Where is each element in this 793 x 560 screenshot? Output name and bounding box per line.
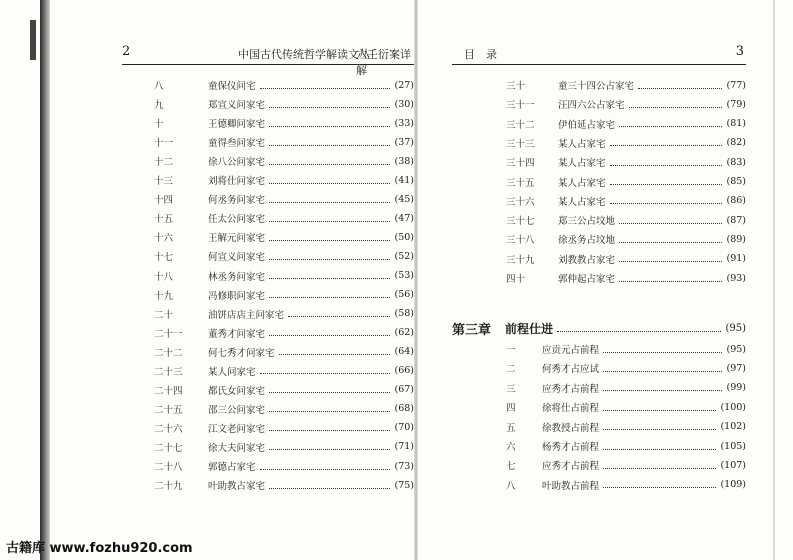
entry-leader-dots (269, 126, 390, 127)
chapter-leader-dots (557, 331, 721, 332)
entry-title: 林丞务问家宅 (208, 271, 266, 283)
entry-leader-dots (269, 221, 390, 222)
toc-entry (506, 115, 746, 133)
entry-leader-dots (619, 242, 722, 243)
entry-title: 某人占家宅 (558, 177, 606, 189)
toc-entry (506, 379, 746, 397)
entry-number: 十三 (154, 176, 174, 188)
toc-entry (154, 76, 414, 94)
entry-leader-dots (603, 487, 716, 488)
entry-page-ref: (100) (720, 401, 746, 413)
entry-page-ref: (86) (726, 195, 746, 207)
toc-entry (506, 192, 746, 210)
entry-title: 徐丞务占坟地 (558, 235, 616, 247)
entry-page-ref: (81) (726, 118, 746, 130)
entry-leader-dots (603, 390, 722, 391)
entry-title: 何秀才占应试 (542, 364, 600, 376)
entry-title: 叶助教占家宅 (208, 481, 266, 493)
entry-page-ref: (91) (726, 253, 746, 265)
right-page (420, 0, 765, 560)
entry-leader-dots (610, 165, 723, 166)
entry-number: 三十二 (506, 119, 535, 131)
entry-page-ref: (79) (726, 98, 746, 110)
entry-leader-dots (269, 145, 390, 146)
entry-title: 童得叁问家宅 (208, 138, 266, 150)
entry-page-ref: (30) (394, 98, 414, 110)
entry-page-ref: (71) (394, 441, 414, 453)
toc-entry (506, 250, 746, 268)
entry-leader-dots (619, 281, 722, 282)
entry-number: 九 (154, 100, 164, 112)
toc-entry (154, 419, 414, 437)
toc-entry (154, 171, 414, 189)
entry-leader-dots (619, 261, 722, 262)
entry-leader-dots (269, 164, 390, 165)
chapter-heading (452, 318, 746, 338)
entry-page-ref: (27) (394, 79, 414, 91)
toc-entry (154, 114, 414, 132)
entry-number: 四 (506, 403, 516, 415)
toc-entry (154, 457, 414, 475)
entry-number: 八 (154, 81, 164, 92)
entry-leader-dots (610, 203, 723, 204)
left-header (122, 44, 412, 77)
entry-page-ref: (66) (394, 365, 414, 377)
entry-page-ref: (41) (394, 174, 414, 186)
entry-number: 三十一 (506, 100, 535, 112)
entry-page-ref: (68) (394, 403, 414, 415)
entry-number: 八 (506, 480, 516, 492)
entry-page-ref: (52) (394, 250, 414, 262)
entry-page-ref: (64) (394, 346, 414, 358)
entry-title: 徐大夫问家宅 (208, 442, 266, 454)
right-header-title: 目 录 (464, 48, 497, 61)
entry-title: 徐八公问家宅 (208, 157, 266, 169)
entry-title: 童保仪问宅 (208, 81, 256, 92)
entry-number: 十八 (154, 271, 174, 283)
entry-title: 刘教教占家宅 (558, 254, 616, 266)
entry-number: 二十 (154, 309, 174, 321)
entry-title: 某人占家宅 (558, 138, 606, 150)
entry-title: 郑三公占坟地 (558, 216, 616, 228)
toc-entry (506, 211, 746, 229)
entry-page-ref: (75) (394, 479, 414, 491)
toc-entry (506, 456, 746, 474)
entry-number: 六 (506, 442, 516, 453)
toc-entry (154, 228, 414, 246)
entry-number: 三十八 (506, 235, 535, 247)
entry-page-ref: (53) (394, 270, 414, 281)
entry-leader-dots (603, 429, 716, 430)
entry-number: 二十五 (154, 404, 183, 416)
entry-page-ref: (47) (394, 212, 414, 224)
entry-number: 三十七 (506, 216, 535, 228)
entry-page-ref: (97) (726, 362, 746, 374)
entry-number: 十 (154, 119, 164, 131)
entry-leader-dots (610, 145, 723, 146)
entry-number: 三十四 (506, 158, 535, 170)
spine-mark (30, 20, 36, 60)
chapter-title: 前程仕进 (505, 321, 554, 336)
toc-entry (154, 247, 414, 265)
toc-entry (154, 286, 414, 304)
left-header-title: 中国古代传统哲学解读文丛 (238, 48, 370, 61)
entry-number: 三十五 (506, 177, 535, 189)
entry-page-ref: (83) (726, 156, 746, 168)
entry-page-ref: (85) (726, 176, 746, 187)
toc-entry (154, 343, 414, 361)
entry-title: 都氏女问家宅 (208, 385, 266, 397)
entry-number: 三十三 (506, 138, 535, 150)
entry-leader-dots (269, 107, 390, 108)
entry-page-ref: (70) (394, 422, 414, 434)
entry-title: 伊伯延占家宅 (558, 119, 616, 131)
toc-entry (154, 324, 414, 342)
toc-entry (154, 400, 414, 418)
entry-page-ref: (58) (394, 308, 414, 320)
entry-number: 五 (506, 422, 516, 434)
entry-number: 二十二 (154, 347, 183, 359)
entry-number: 二十六 (154, 423, 183, 435)
toc-entry (154, 362, 414, 380)
entry-number: 三十 (506, 81, 526, 92)
entry-leader-dots (603, 352, 722, 353)
entry-leader-dots (260, 373, 391, 374)
entry-leader-dots (603, 410, 716, 411)
entry-leader-dots (619, 126, 722, 127)
toc-entry (506, 153, 746, 171)
entry-leader-dots (269, 240, 390, 241)
entry-page-ref: (105) (720, 440, 746, 452)
toc-entry (506, 340, 746, 358)
entry-leader-dots (288, 316, 390, 317)
toc-entry (506, 95, 746, 113)
entry-leader-dots (638, 88, 722, 89)
entry-number: 十九 (154, 290, 174, 302)
entry-number: 二十一 (154, 328, 183, 340)
entry-leader-dots (260, 88, 391, 89)
entry-number: 三十九 (506, 254, 535, 266)
entry-title: 王解元问家宅 (208, 233, 266, 245)
entry-page-ref: (45) (394, 193, 414, 205)
entry-title: 江文老问家宅 (208, 423, 266, 435)
entry-title: 油饼店店主问家宅 (208, 309, 285, 321)
toc-entry (506, 76, 746, 94)
entry-number: 二十九 (154, 481, 183, 493)
entry-title: 郑宣义问家宅 (208, 100, 266, 112)
entry-page-ref: (56) (394, 289, 414, 301)
toc-entry (506, 418, 746, 436)
entry-number: 十四 (154, 195, 174, 207)
toc-entry (506, 269, 746, 287)
entry-page-ref: (37) (394, 136, 414, 148)
right-header-rule (452, 64, 746, 65)
entry-leader-dots (269, 278, 390, 279)
entry-page-ref: (67) (394, 384, 414, 396)
entry-title: 王德卿问家宅 (208, 119, 266, 131)
toc-entry (506, 173, 746, 191)
entry-page-ref: (99) (726, 382, 746, 394)
entry-leader-dots (269, 392, 390, 393)
entry-leader-dots (269, 183, 390, 184)
toc-entry (506, 134, 746, 152)
entry-title: 任太公问家宅 (208, 214, 266, 226)
entry-number: 一 (506, 345, 516, 356)
chapter-page-ref: (95) (725, 322, 746, 334)
toc-entry (506, 437, 746, 455)
entry-title: 徐教授占前程 (542, 422, 600, 434)
toc-entry (506, 230, 746, 248)
entry-page-ref: (77) (726, 79, 746, 91)
entry-page-ref: (93) (726, 272, 746, 284)
entry-page-ref: (50) (394, 231, 414, 243)
left-header-rule (122, 64, 414, 65)
toc-entry (154, 152, 414, 170)
entry-title: 冯修职问家宅 (208, 290, 266, 302)
page-edge (773, 0, 775, 560)
site-watermark: 古籍库 www.fozhu920.com (6, 541, 193, 556)
toc-entry (154, 267, 414, 285)
entry-page-ref: (87) (726, 214, 746, 226)
left-header-subtitle: 六壬衍案详解 (356, 48, 411, 77)
entry-title: 刘将仕问家宅 (208, 176, 266, 188)
entry-leader-dots (269, 411, 390, 412)
entry-title: 叶助教占前程 (542, 480, 600, 492)
entry-title: 郭仲起占家宅 (558, 274, 616, 285)
entry-leader-dots (603, 468, 716, 469)
entry-number: 十六 (154, 233, 174, 245)
entry-page-ref: (38) (394, 155, 414, 167)
entry-number: 二十八 (154, 462, 183, 473)
entry-title: 童三十四公占家宅 (558, 81, 635, 92)
entry-page-ref: (89) (726, 233, 746, 245)
toc-entry (154, 133, 414, 151)
toc-entry (506, 398, 746, 416)
entry-leader-dots (603, 371, 722, 372)
entry-leader-dots (269, 488, 390, 489)
entry-page-ref: (73) (394, 460, 414, 472)
chapter-number: 第三章 (452, 322, 492, 338)
entry-title: 某人占家宅 (558, 158, 606, 170)
entry-number: 二十四 (154, 385, 183, 397)
entry-title: 某人问家宅 (208, 366, 256, 378)
entry-leader-dots (629, 107, 723, 108)
entry-page-ref: (82) (726, 137, 746, 149)
toc-entry (506, 359, 746, 377)
toc-entry (154, 381, 414, 399)
entry-number: 二十三 (154, 366, 183, 378)
toc-entry (154, 438, 414, 456)
entry-leader-dots (610, 184, 723, 185)
right-page-number: 3 (735, 44, 744, 59)
entry-leader-dots (269, 449, 390, 450)
entry-number: 十五 (154, 214, 174, 226)
page-gutter (414, 0, 418, 560)
toc-entry (506, 476, 746, 494)
entry-leader-dots (260, 469, 391, 470)
entry-leader-dots (269, 430, 390, 431)
entry-page-ref: (95) (726, 343, 746, 355)
entry-leader-dots (269, 259, 390, 260)
entry-number: 七 (506, 461, 516, 473)
toc-entry (154, 95, 414, 113)
entry-leader-dots (619, 223, 722, 224)
left-page-number: 2 (122, 44, 131, 59)
entry-title: 汪四六公占家宅 (558, 100, 625, 112)
entry-title: 何七秀才问家宅 (208, 347, 275, 359)
entry-title: 应秀才占前程 (542, 383, 600, 395)
entry-title: 董秀才问家宅 (208, 328, 266, 340)
entry-title: 何丞务问家宅 (208, 195, 266, 207)
entry-page-ref: (102) (720, 421, 746, 433)
entry-number: 四十 (506, 274, 526, 285)
entry-page-ref: (109) (720, 479, 746, 491)
left-page (50, 0, 412, 560)
entry-number: 二 (506, 364, 516, 376)
toc-entry (154, 190, 414, 208)
entry-title: 徐将仕占前程 (542, 403, 600, 415)
entry-title: 应秀才占前程 (542, 461, 600, 473)
entry-number: 十二 (154, 157, 174, 169)
entry-page-ref: (62) (394, 327, 414, 339)
toc-entry (154, 209, 414, 227)
toc-entry (154, 305, 414, 323)
entry-title: 某人占家宅 (558, 196, 606, 208)
entry-title: 何宣义问家宅 (208, 252, 266, 264)
entry-title: 应贡元占前程 (542, 345, 600, 356)
entry-leader-dots (269, 202, 390, 203)
entry-number: 十七 (154, 252, 174, 264)
entry-number: 十一 (154, 138, 174, 150)
entry-page-ref: (33) (394, 117, 414, 129)
entry-leader-dots (269, 335, 390, 336)
entry-title: 杨秀才占前程 (542, 442, 600, 453)
entry-title: 郭德占家宅 (208, 462, 256, 473)
entry-number: 二十七 (154, 442, 183, 454)
entry-leader-dots (603, 449, 716, 450)
book-spine-shadow (40, 0, 50, 560)
entry-leader-dots (279, 354, 391, 355)
entry-number: 三十六 (506, 196, 535, 208)
entry-title: 邵三公问家宅 (208, 404, 266, 416)
entry-leader-dots (269, 297, 390, 298)
right-header (452, 46, 744, 64)
toc-entry (154, 476, 414, 494)
entry-number: 三 (506, 383, 516, 395)
entry-page-ref: (107) (720, 459, 746, 471)
